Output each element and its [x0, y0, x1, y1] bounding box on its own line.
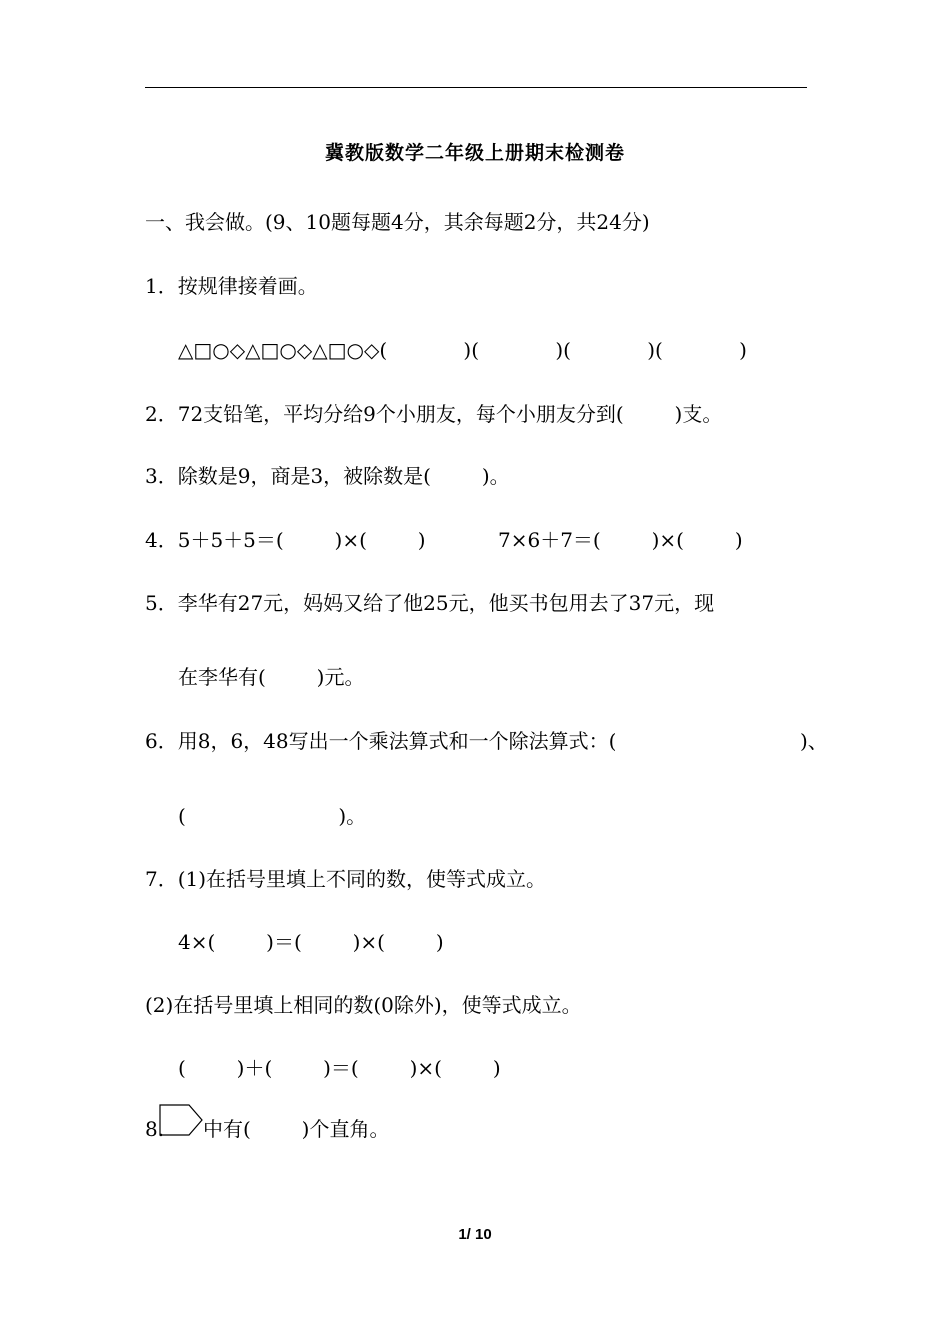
question-4-left: 4．5＋5＋5＝( )×( ) — [145, 528, 426, 552]
header-rule — [145, 87, 807, 88]
section-heading: 一、我会做。(9、10题每题4分，其余每题2分，共24分) — [145, 210, 650, 234]
question-7-part1-equation: 4×( )＝( )×( ) — [178, 930, 444, 954]
question-4-right: 7×6＋7＝( )×( ) — [498, 528, 743, 552]
question-6-line1-end: )、 — [800, 729, 828, 753]
question-1-pattern: △□○◇△□○◇△□○◇( )( )( )( ) — [178, 338, 747, 362]
question-7-part2-equation: ( )＋( )＝( )×( ) — [178, 1056, 501, 1080]
question-6-line2: ( )。 — [178, 804, 367, 828]
pentagon-shape-icon — [159, 1104, 203, 1136]
question-8-text: 中有( )个直角。 — [203, 1117, 390, 1141]
question-7-part2: (2)在括号里填上相同的数(0除外)，使等式成立。 — [145, 993, 582, 1017]
question-1: 1．按规律接着画。 — [145, 274, 318, 298]
question-3: 3．除数是9，商是3，被除数是( )。 — [145, 464, 510, 488]
question-2: 2．72支铅笔，平均分给9个小朋友，每个小朋友分到( )支。 — [145, 402, 723, 426]
question-6-line1: 6．用8，6，48写出一个乘法算式和一个除法算式：( — [145, 729, 617, 753]
question-7-part1: 7．(1)在括号里填上不同的数，使等式成立。 — [145, 867, 547, 891]
question-5-line2: 在李华有( )元。 — [178, 665, 365, 689]
question-5-line1: 5．李华有27元，妈妈又给了他25元，他买书包用去了37元，现 — [145, 591, 715, 615]
page-title: 冀教版数学二年级上册期末检测卷 — [324, 142, 625, 164]
question-8-number: 8. — [145, 1117, 165, 1141]
page-number: 1/ 10 — [458, 1226, 492, 1243]
